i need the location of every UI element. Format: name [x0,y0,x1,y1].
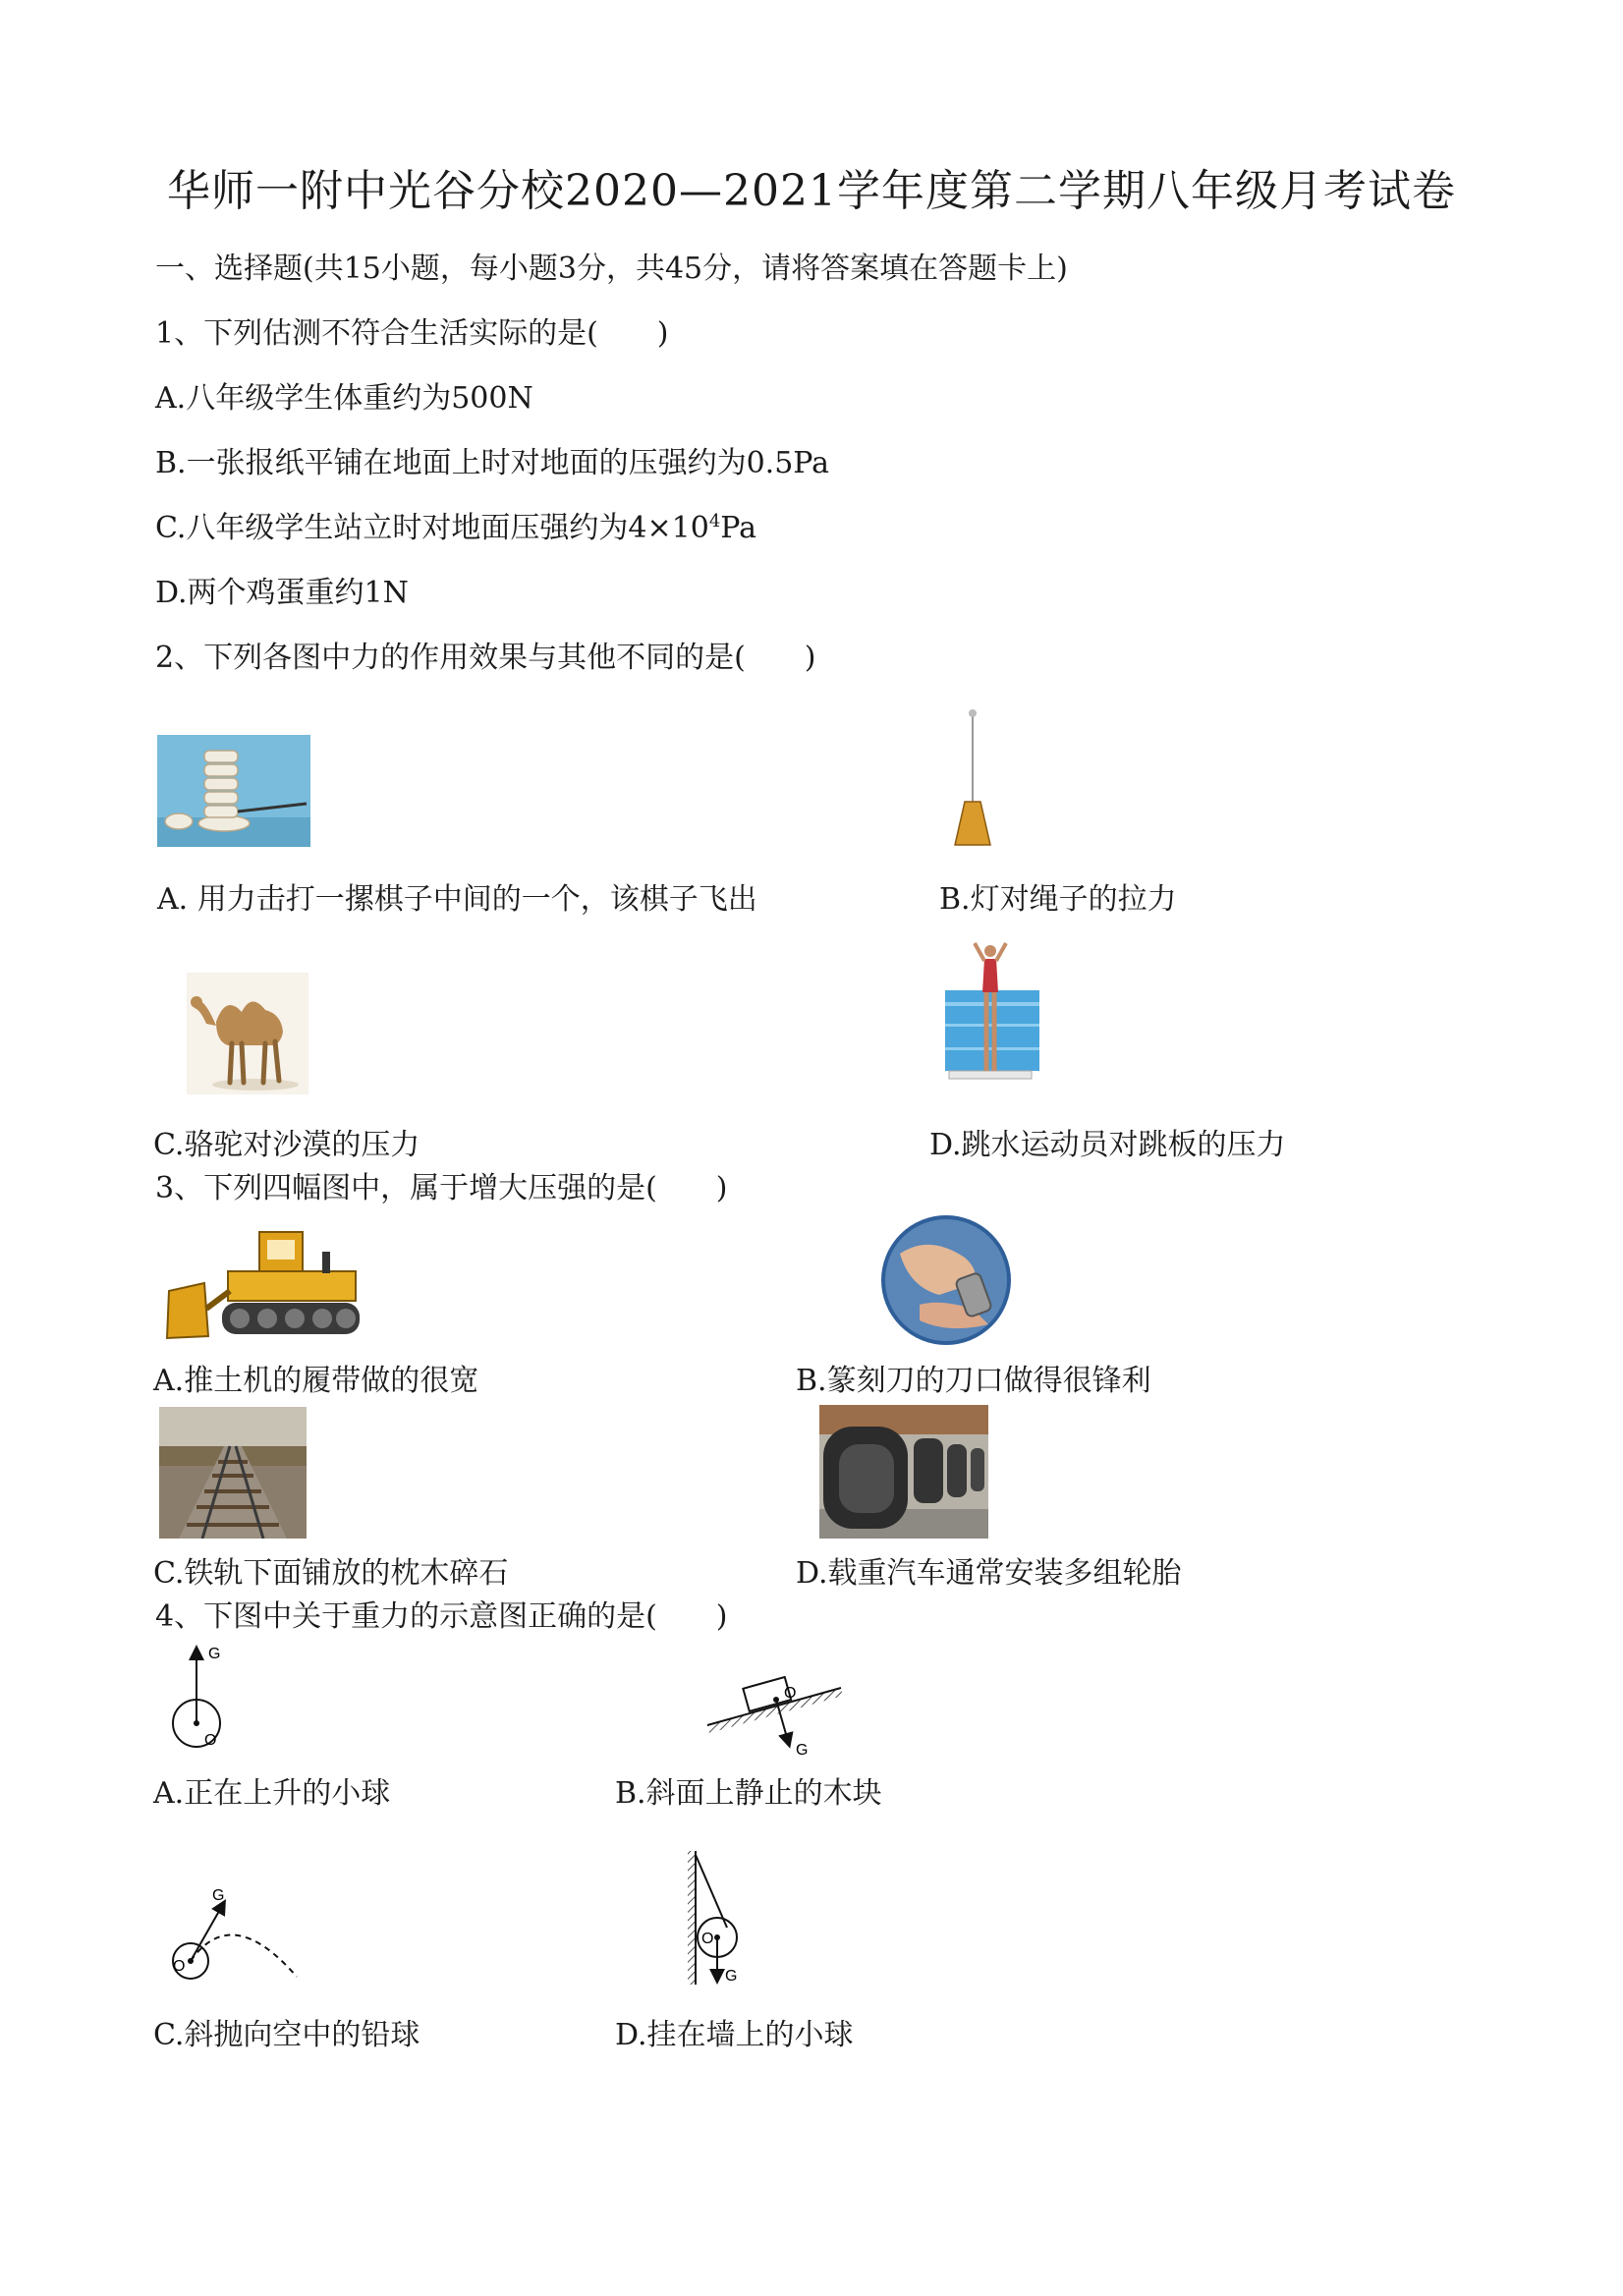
q1-option-c-unit: Pa [720,511,757,545]
diagram-block-on-slope [698,1660,845,1759]
hanging-lamp-image [943,707,1002,851]
railway-track-image [159,1407,307,1539]
diagram-shot-put [163,1882,310,1987]
camel-image [187,973,308,1094]
diagram-b-g-label: G [796,1742,809,1759]
q4-stem: 4、下图中关于重力的示意图正确的是( ) [155,1599,728,1634]
q3-option-c[interactable]: C.铁轨下面铺放的枕木碎石 [153,1556,509,1591]
diagram-b-o-label: O [784,1685,797,1702]
checkers-stack-image [157,735,310,847]
section-heading: 一、选择题(共15小题，每小题3分，共45分，请将答案填在答题卡上) [155,252,1068,286]
bulldozer-image [165,1222,362,1344]
diagram-d-g-label: G [725,1968,738,1985]
q1-option-b[interactable]: B.一张报纸平铺在地面上时对地面的压强约为0.5Pa [155,446,830,480]
diagram-ball-on-wall [684,1849,772,1988]
q3-option-a[interactable]: A.推土机的履带做的很宽 [153,1364,479,1398]
q3-option-d[interactable]: D.载重汽车通常安装多组轮胎 [796,1556,1182,1591]
exam-title: 华师一附中光谷分校2020—2021学年度第二学期八年级月考试卷 [167,166,1456,216]
diver-image [945,941,1039,1087]
q3-option-b[interactable]: B.篆刻刀的刀口做得很锋利 [796,1364,1151,1398]
q2-option-d[interactable]: D.跳水运动员对跳板的压力 [929,1128,1286,1162]
q4-option-b[interactable]: B.斜面上静止的木块 [615,1776,882,1811]
q1-stem: 1、下列估测不符合生活实际的是( ) [155,316,669,351]
carving-knife-image [880,1214,1012,1346]
diagram-rising-ball [165,1643,234,1757]
q1-option-c-text: C.八年级学生站立时对地面压强约为4×10 [155,511,709,545]
q2-option-c[interactable]: C.骆驼对沙漠的压力 [153,1128,420,1162]
q1-option-c[interactable] [155,503,756,546]
diagram-a-o-label: O [204,1732,217,1749]
diagram-a-g-label: G [208,1646,221,1662]
q1-option-d[interactable]: D.两个鸡蛋重约1N [155,576,409,610]
q4-option-d[interactable]: D.挂在墙上的小球 [615,2018,854,2052]
q1-option-a[interactable]: A.八年级学生体重约为500N [155,381,533,416]
q2-option-b[interactable]: B.灯对绳子的拉力 [939,882,1177,917]
q2-option-a[interactable]: A. 用力击打一摞棋子中间的一个，该棋子飞出 [157,882,757,917]
diagram-c-o-label: O [173,1958,186,1975]
q4-option-a[interactable]: A.正在上升的小球 [153,1776,391,1811]
q3-stem: 3、下列四幅图中，属于增大压强的是( ) [155,1171,728,1205]
diagram-c-g-label: G [212,1887,225,1904]
q2-stem: 2、下列各图中力的作用效果与其他不同的是( ) [155,641,816,675]
diagram-d-o-label: O [701,1931,714,1947]
heavy-truck-image [819,1405,988,1539]
q4-option-c[interactable]: C.斜抛向空中的铅球 [153,2018,420,2052]
q1-option-c-exponent: 4 [708,511,721,532]
